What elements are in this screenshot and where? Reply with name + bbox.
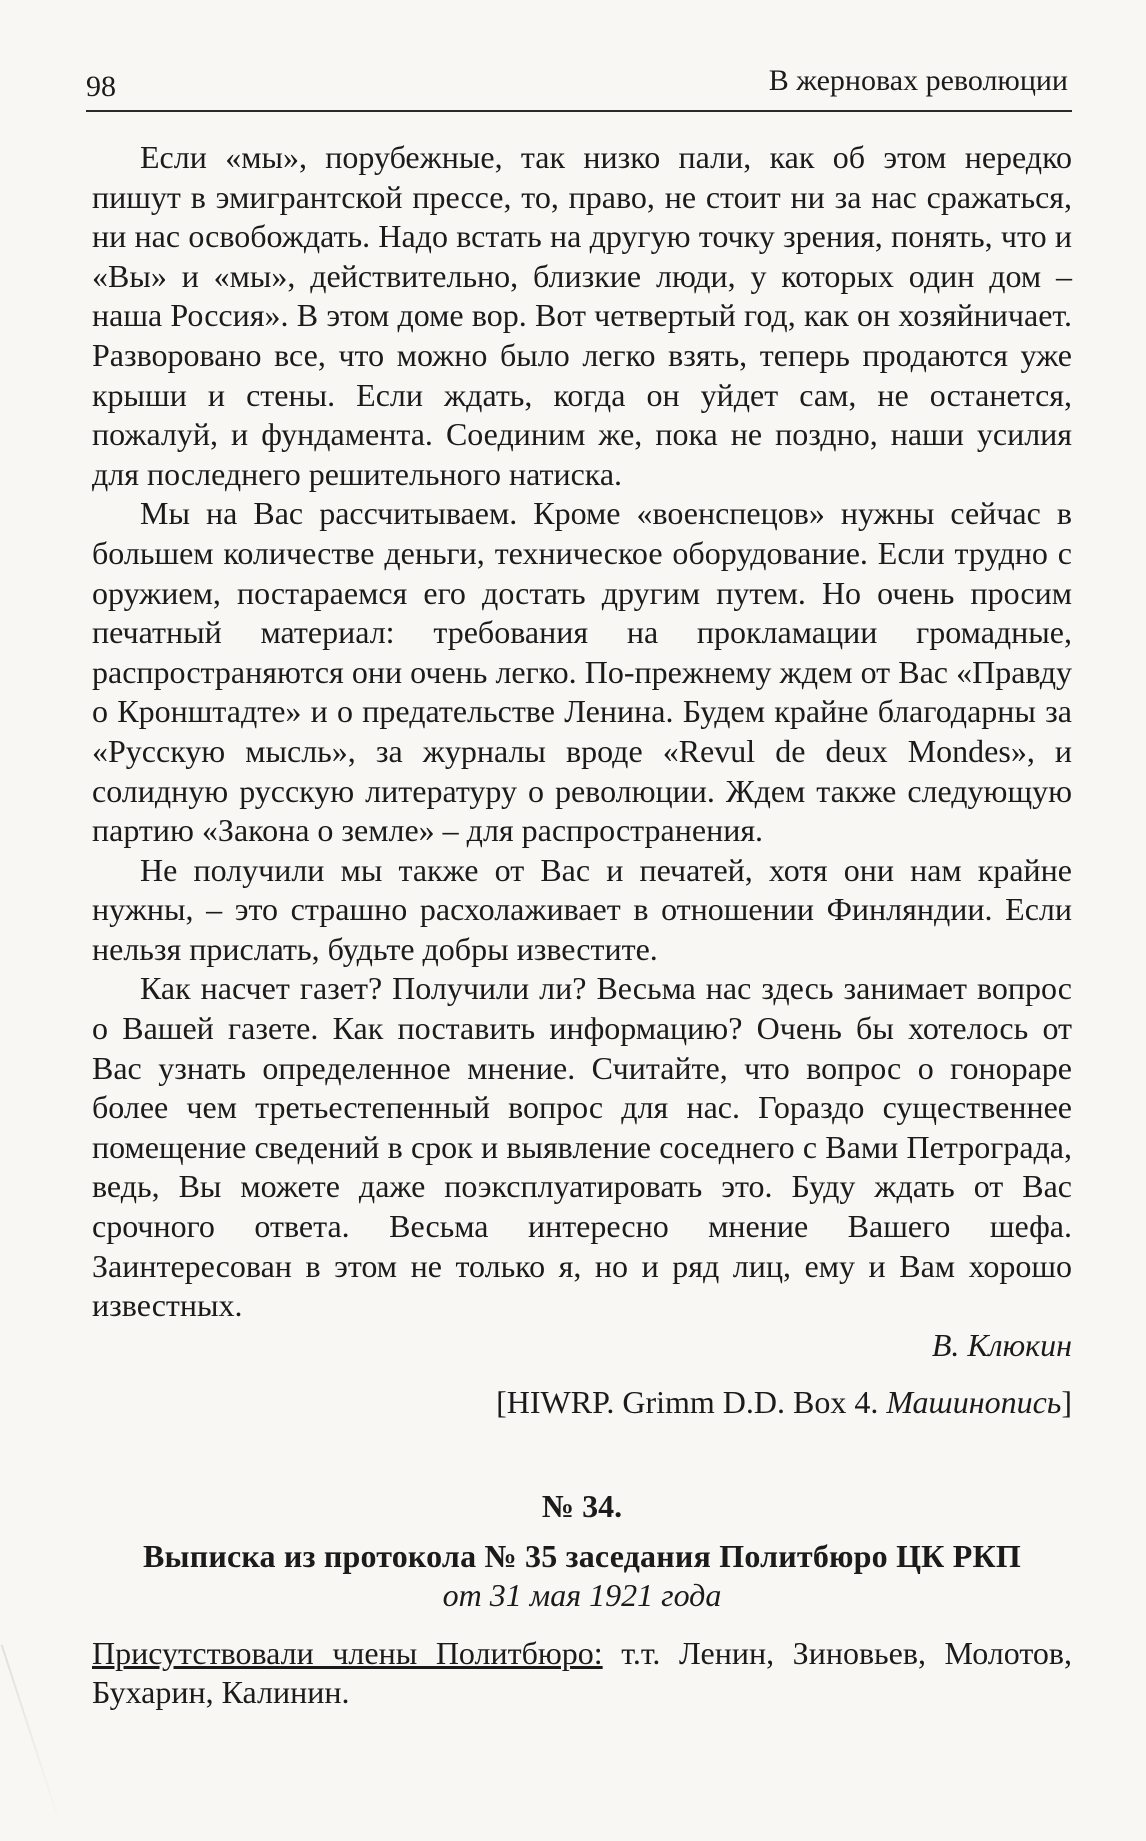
body-text	[92, 138, 1072, 1713]
paragraph-2: Мы на Вас рассчитываем. Кроме «военспецов» нужны сейчас в большем количестве деньги, техническое оборудование. Если трудно с оружием, постараемся его достать другим путем. Но очень просим печатный материал: требования на прокламации громадные, распространяются они очень легко. По-прежнему ждем от Вас «Правду о Кронштадте» и о предательстве Ленина. Будем крайне благодарны за «Русскую мысль», за журналы вроде «Revul de deux Mondes», и солидную русскую литературу о революции. Ждем также следующую партию «Закона о земле» – для распространения.	[92, 495, 1072, 849]
page-number: 98	[86, 70, 116, 103]
archive-typed-note: Машинопись	[886, 1384, 1062, 1421]
archive-source: [HIWRP. Grimm D.D. Box 4.	[496, 1384, 887, 1421]
attendance-label: Присутствовали члены Политбюро:	[92, 1634, 603, 1671]
document-date: от 31 мая 1921 года	[442, 1577, 722, 1614]
document-number: № 34.	[541, 1488, 623, 1524]
attendance-line	[92, 1634, 1072, 1713]
paragraph-3: Не получили мы также от Вас и печатей, хотя они нам крайне нужны, – это страшно расхолаживает в отношении Финляндии. Если нельзя прислать, будьте добры известите.	[92, 851, 1072, 967]
paragraph-4: Как насчет газет? Получили ли? Весьма нас здесь занимает вопрос о Вашей газете. Как поставить информацию? Очень бы хотелось от Вас узнать определенное мнение. Считайте, что вопрос о гонораре более чем третьестепенный вопрос для нас. Гораздо существеннее помещение сведений в срок и выявление соседнего с Вами Петрограда, ведь, Вы можете даже поэксплуатировать это. Буду ждать от Вас срочного ответа. Весьма интересно мнение Вашего шефа. Заинтересован в этом не только я, но и ряд лиц, ему и Вам хорошо известных.	[92, 970, 1072, 1324]
archive-reference	[92, 1383, 1072, 1423]
attendance-names: т.т. Ленин, Зиновьев, Молотов, Бухарин, Калинин.	[92, 1634, 1072, 1711]
document-title: Выписка из протокола № 35 заседания Политбюро ЦК РКП	[142, 1537, 1022, 1574]
running-title: В жерновах революции	[768, 64, 1068, 97]
letter-signature: В. Клюкин	[931, 1326, 1072, 1363]
archive-close-bracket: ]	[1061, 1384, 1072, 1421]
paragraph-1: Если «мы», порубежные, так низко пали, как об этом нередко пишут в эмигрантской прессе, то, право, не стоит ни за нас сражаться, ни нас освобождать. Надо встать на другую точку зрения, понять, что и «Вы» и «мы», действительно, близкие люди, у которых один дом – наша Россия». В этом доме вор. Вот четвертый год, как он хозяйничает. Разворовано все, что можно было легко взять, теперь продаются уже крыши и стены. Если ждать, когда он уйдет сам, не останется, пожалуй, и фундамента. Соединим же, пока не поздно, наши усилия для последнего решительного натиска.	[92, 139, 1072, 492]
page-crease	[1, 1644, 62, 1825]
page-header	[86, 62, 1072, 112]
